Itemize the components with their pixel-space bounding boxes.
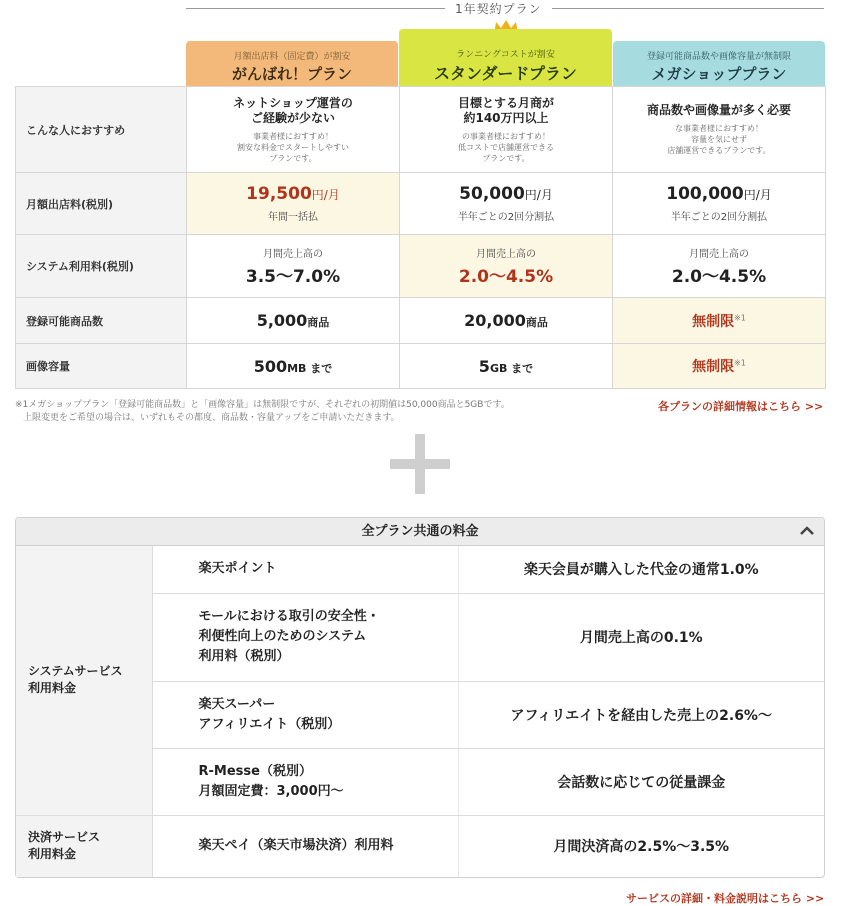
fee-rate: 2.0～4.5% xyxy=(671,267,767,287)
footnote xyxy=(15,399,615,425)
recommend-cell xyxy=(613,87,826,173)
fee-item-name: R-Messe（税別） 月額固定費：3,000円～ xyxy=(152,748,458,815)
table-row xyxy=(16,344,826,389)
chevron-up-icon[interactable] xyxy=(800,526,814,536)
row-label: 画像容量 xyxy=(16,344,187,389)
footnote-line: 上限変更をご希望の場合は、いずれもその都度、商品数・容量アップをご申請いただきます。 xyxy=(23,413,400,423)
recommend-desc: 事業者様におすすめ！ xyxy=(252,131,334,141)
table-row xyxy=(16,298,826,344)
capacity-cell xyxy=(613,344,826,389)
fee-category-payment: 決済サービス 利用料金 xyxy=(16,815,152,877)
row-label: システム利用料(税別) xyxy=(16,235,187,298)
common-fees-panel xyxy=(15,517,825,878)
table-row xyxy=(16,546,824,593)
plan-name: スタンダードプラン xyxy=(434,64,577,83)
fee-item-value: 会話数に応じての従量課金 xyxy=(458,748,824,815)
recommend-desc: プランです。 xyxy=(482,153,530,163)
table-row xyxy=(16,815,824,877)
plan-subtitle: 登録可能商品数や画像容量が無制限 xyxy=(646,52,791,62)
plan-name: メガショッププラン xyxy=(651,65,787,83)
fee-item-value: 月間売上高の0.1% xyxy=(458,593,824,681)
recommend-desc: 容量を気にせず xyxy=(691,135,747,144)
price-unit: 円/月 xyxy=(743,188,772,202)
service-details-link[interactable]: サービスの詳細・料金説明はこちら >> xyxy=(626,892,825,905)
recommend-desc: 割安な料金でスタートしやすい xyxy=(237,142,349,152)
monthly-fee-cell xyxy=(400,173,613,235)
products-cell xyxy=(187,298,400,344)
fee-item-name: 楽天スーパー アフィリエイト（税別） xyxy=(152,681,458,748)
system-fee-cell xyxy=(613,235,826,298)
capacity-cell xyxy=(187,344,400,389)
fee-item-value: アフィリエイトを経由した売上の2.6%～ xyxy=(458,681,824,748)
plan-details-link[interactable]: 各プランの詳細情報はこちら >> xyxy=(658,400,824,413)
fee-rate: 3.5～7.0% xyxy=(245,267,341,287)
system-fee-cell xyxy=(400,235,613,298)
plus-icon xyxy=(390,434,450,494)
plan-subtitle: 月額出店料（固定費）が割安 xyxy=(233,52,351,62)
qty-unit: MB まで xyxy=(287,361,333,375)
unlimited-value: 無制限 xyxy=(692,359,735,375)
recommend-cell xyxy=(187,87,400,173)
fee-label: 月間売上高の xyxy=(263,249,323,260)
recommend-desc: の事業者様におすすめ！ xyxy=(461,131,551,141)
row-label: 月額出店料(税別) xyxy=(16,173,187,235)
fee-label: 月間売上高の xyxy=(476,249,536,260)
price-note: 年間一括払 xyxy=(268,212,318,223)
plan-header-standard xyxy=(399,29,612,86)
fee-rate: 2.0～4.5% xyxy=(458,267,554,287)
footnote-line: ※1メガショッププラン「登録可能商品数」と「画像容量」は無制限ですが、それぞれの初期値は50,000商品と5GBです。 xyxy=(15,400,510,410)
table-row xyxy=(16,173,826,235)
price-note: 半年ごとの2回分割払 xyxy=(670,212,768,223)
price-amount: 19,500 xyxy=(246,184,312,204)
row-label: こんな人におすすめ xyxy=(16,87,187,173)
table-row xyxy=(16,87,826,173)
qty-unit: 商品 xyxy=(525,316,548,329)
capacity-cell xyxy=(400,344,613,389)
system-fee-cell xyxy=(187,235,400,298)
qty-value: 5,000 xyxy=(256,311,308,330)
common-fees-title: 全プラン共通の料金 xyxy=(361,524,479,539)
footnote-mark: ※1 xyxy=(734,312,746,322)
price-unit: 円/月 xyxy=(524,188,553,202)
price-note: 半年ごとの2回分割払 xyxy=(457,212,555,223)
common-fees-table xyxy=(16,546,824,877)
fee-label: 月間売上高の xyxy=(689,249,749,260)
common-fees-header[interactable] xyxy=(16,518,824,546)
plan-subtitle: ランニングコストが割安 xyxy=(456,50,555,60)
products-cell xyxy=(400,298,613,344)
price-amount: 100,000 xyxy=(666,184,744,204)
monthly-fee-cell xyxy=(187,173,400,235)
contract-label: 1年契約プラン xyxy=(445,0,552,17)
qty-value: 20,000 xyxy=(464,311,526,330)
fee-category-system: システムサービス 利用料金 xyxy=(16,546,152,815)
qty-unit: 商品 xyxy=(307,316,330,329)
fee-item-value: 月間決済高の2.5%～3.5% xyxy=(553,839,730,856)
plan-comparison-table xyxy=(15,86,826,389)
recommend-desc: プランです。 xyxy=(269,153,317,163)
fee-item-name: 楽天ペイ（楽天市場決済）利用料 xyxy=(152,815,458,877)
recommend-title: ご経験が少ない xyxy=(250,110,335,125)
footnote-mark: ※1 xyxy=(734,358,746,368)
plan-header-ganbare xyxy=(186,41,398,86)
recommend-desc: 低コストで店舗運営できる xyxy=(458,142,554,152)
fee-item-name: 楽天ポイント xyxy=(152,546,458,593)
qty-value: 500 xyxy=(253,356,288,376)
recommend-desc: な事業者様におすすめ！ xyxy=(674,124,764,133)
fee-item-value: 楽天会員が購入した代金の通常1.0% xyxy=(458,546,824,593)
plan-name: がんばれ！プラン xyxy=(231,65,352,83)
fee-item-name: モールにおける取引の安全性・ 利便性向上のためのシステム 利用料（税別） xyxy=(152,593,458,681)
table-row xyxy=(16,235,826,298)
recommend-cell xyxy=(400,87,613,173)
recommend-desc: 店舗運営できるプランです。 xyxy=(667,146,771,155)
qty-value: 5 xyxy=(478,356,490,376)
monthly-fee-cell xyxy=(613,173,826,235)
recommend-title: 商品数や画像量が多く必要 xyxy=(646,103,791,117)
recommend-title: ネットショップ運営の xyxy=(233,95,353,110)
row-label: 登録可能商品数 xyxy=(16,298,187,344)
recommend-title: 目標とする月商が xyxy=(457,95,554,110)
price-amount: 50,000 xyxy=(459,184,525,204)
products-cell xyxy=(613,298,826,344)
unlimited-value: 無制限 xyxy=(692,313,735,330)
price-unit: 円/月 xyxy=(311,188,340,202)
qty-unit: GB まで xyxy=(489,361,534,375)
recommend-title: 約140万円以上 xyxy=(463,110,549,125)
plan-header-megashop xyxy=(613,41,825,86)
